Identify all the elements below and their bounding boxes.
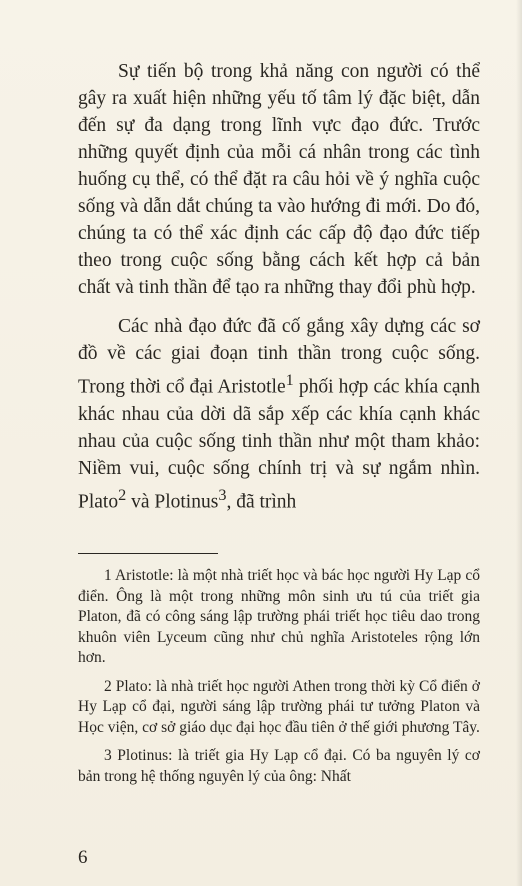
footnote-1: 1 Aristotle: là một nhà triết học và bác học người Hy Lạp cổ điển. Ông là một trong những môn sinh ưu tú của triết gia Platon, đã có công sáng lập trường phái triết học tiêu dao trong khuôn viên Lyceum cũng như chủ nghĩa Aristoteles rộng lớn hơn. — [78, 567, 480, 666]
footnote-ref-2: 2 — [118, 485, 127, 504]
paragraph-2-part-4: , đã trình — [226, 491, 297, 512]
paragraph-2 — [78, 313, 480, 515]
footnotes — [78, 566, 480, 795]
footnote-3: 3 Plotinus: là triết gia Hy Lạp cổ đại. Có ba nguyên lý cơ bản trong hệ thống nguyên lý của ông: Nhất — [78, 747, 480, 785]
footnote-ref-1: 1 — [285, 371, 294, 389]
paragraph-2-part-3: và Plotinus — [126, 491, 219, 512]
main-text — [78, 58, 480, 527]
footnote-separator — [78, 553, 218, 554]
paragraph-2-part-1: Các nhà đạo đức đã cố gắng xây dựng các sơ đồ về các giai đoạn tinh thần trong cuộc sống. Trong thời cổ đại Aristotle — [78, 316, 480, 398]
footnote-ref-3: 3 — [218, 485, 227, 504]
page-number: 6 — [78, 847, 88, 868]
page-edge-shadow — [516, 0, 522, 886]
paragraph-1: Sự tiến bộ trong khả năng con người có thể gây ra xuất hiện những yếu tố tâm lý đặc biệt, dẫn đến sự đa dạng trong lĩnh vực đạo đức. Trước những quyết định của mỗi cá nhân trong các tình huống cụ thể, có thể đặt ra câu hỏi về ý nghĩa cuộc sống và dẫn dắt chúng ta vào hướng đi mới. Do đó, chúng ta có thể xác định các cấp độ đạo đức tiếp theo trong cuộc sống bằng cách kết hợp cả bản chất và tinh thần để tạo ra những thay đổi phù hợp. — [78, 61, 480, 298]
footnote-2: 2 Plato: là nhà triết học người Athen trong thời kỳ Cổ điển ở Hy Lạp cổ đại, người sáng lập trường phái tư tưởng Platon và Học viện, cơ sở giáo dục đại học đầu tiên ở thế giới phương Tây. — [78, 677, 480, 736]
paragraph-2-part-2: phối hợp các khía cạnh khác nhau của dời dã sắp xếp các khía cạnh khác nhau của cuộc sống tinh thần như một tham khảo: Niềm vui, cuộc sống chính trị và sự ngắm nhìn. Plato — [78, 376, 480, 512]
